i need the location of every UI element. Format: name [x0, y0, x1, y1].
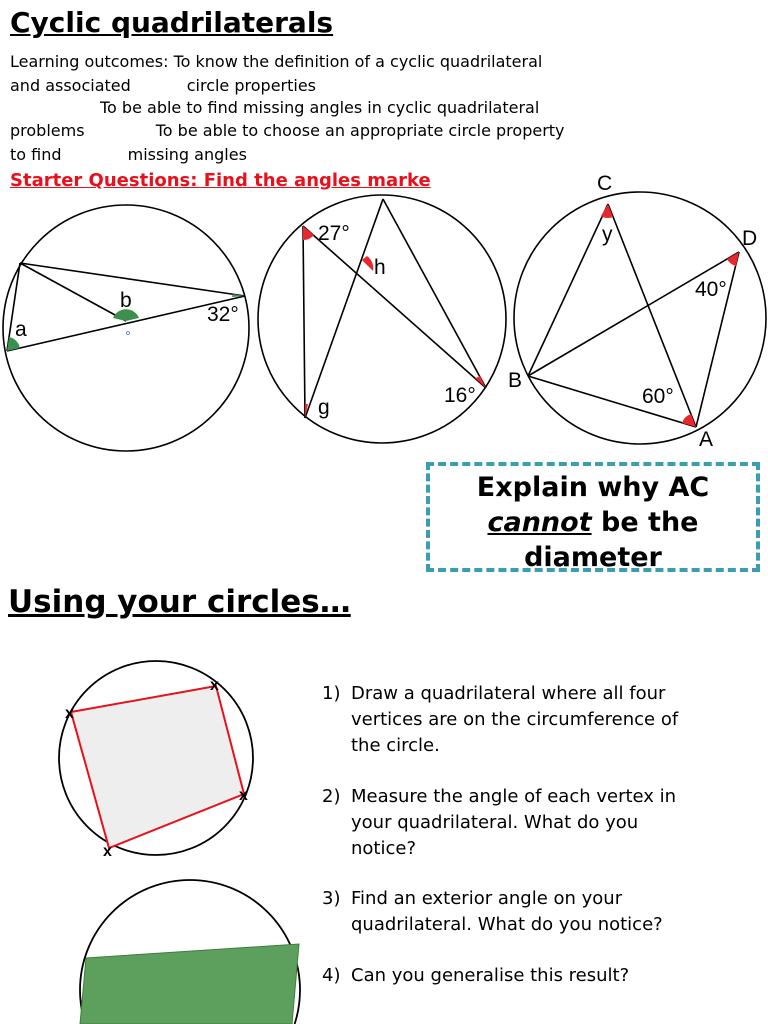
fig4-vertex-mark-2: x	[210, 677, 219, 694]
explain-line-2-rest: be the	[591, 507, 699, 538]
learning-outcomes-line-3: To be able to find missing angles in cyclic quadrilateral	[100, 98, 540, 117]
fig3-label-C: C	[597, 172, 613, 195]
fig1-label-a: a	[15, 318, 27, 341]
starter-heading: Starter Questions: Find the angles marke	[10, 170, 431, 191]
fig3-chord-CB	[528, 204, 608, 376]
section-heading-using-circles: Using your circles…	[8, 584, 351, 620]
figure-3	[514, 192, 766, 444]
fig1-centre-dot	[127, 332, 130, 335]
fig5-quadrilateral	[80, 944, 299, 1024]
figure-4	[59, 661, 253, 860]
fig2-label-16: 16°	[444, 384, 476, 407]
fig2-label-g: g	[318, 396, 330, 419]
task-number: 3)	[322, 888, 341, 909]
learning-outcomes-line-1: Learning outcomes: To know the definition of a cyclic quadrilateral	[10, 52, 543, 71]
learning-outcomes-line-2: and associated circle properties	[10, 76, 317, 95]
fig3-label-y: y	[602, 223, 613, 246]
task-line: Measure the angle of each vertex in	[351, 786, 677, 807]
figure-1	[3, 205, 249, 451]
fig1-circle	[3, 205, 249, 451]
figure-5	[80, 880, 300, 1024]
page-title: Cyclic quadrilaterals	[10, 6, 334, 39]
task-line: the circle.	[351, 735, 440, 756]
fig1-label-b: b	[120, 289, 132, 312]
fig1-chord-2	[20, 263, 126, 321]
task-number: 2)	[322, 786, 341, 807]
fig2-chord-1	[303, 226, 305, 418]
fig1-label-32: 32°	[207, 303, 239, 326]
task-number: 1)	[322, 683, 341, 704]
fig4-vertex-mark-1: x	[65, 705, 74, 722]
fig2-label-h: h	[374, 256, 386, 279]
task-line: Find an exterior angle on your	[351, 888, 623, 909]
task-line: Draw a quadrilateral where all four	[351, 683, 666, 704]
fig2-angle-h	[362, 256, 373, 271]
task-line: Can you generalise this result?	[351, 965, 630, 986]
explain-box	[426, 462, 760, 572]
learning-outcomes-line-5: to find missing angles	[10, 145, 247, 164]
fig2-label-27: 27°	[318, 222, 350, 245]
task-line: vertices are on the circumference of	[351, 709, 679, 730]
fig3-label-60: 60°	[642, 385, 674, 408]
fig3-label-D: D	[742, 227, 758, 250]
fig3-label-40: 40°	[695, 278, 727, 301]
task-line: your quadrilateral. What do you	[351, 812, 639, 833]
task-number: 4)	[322, 965, 341, 986]
explain-line-3: diameter	[524, 542, 662, 573]
fig2-chord-3	[383, 199, 486, 388]
task-line: quadrilateral. What do you notice?	[351, 914, 663, 935]
explain-emphasis: cannot	[487, 507, 592, 538]
learning-outcomes-line-4: problems To be able to choose an appropriate circle property	[10, 121, 565, 140]
fig3-angle-40	[727, 252, 739, 266]
fig2-angle-16	[475, 376, 486, 388]
fig3-circle	[514, 192, 766, 444]
fig1-chord-1	[20, 263, 245, 296]
fig3-label-B: B	[508, 369, 523, 392]
explain-line-2	[430, 505, 756, 540]
explain-line-1: Explain why AC	[476, 472, 710, 503]
fig2-chord-2	[303, 226, 486, 388]
fig4-vertex-mark-3: x	[239, 787, 248, 804]
fig4-vertex-mark-4: x	[103, 843, 112, 860]
task-line: notice?	[351, 838, 417, 859]
fig3-label-A: A	[699, 428, 714, 451]
fig2-angle-27	[303, 226, 314, 240]
